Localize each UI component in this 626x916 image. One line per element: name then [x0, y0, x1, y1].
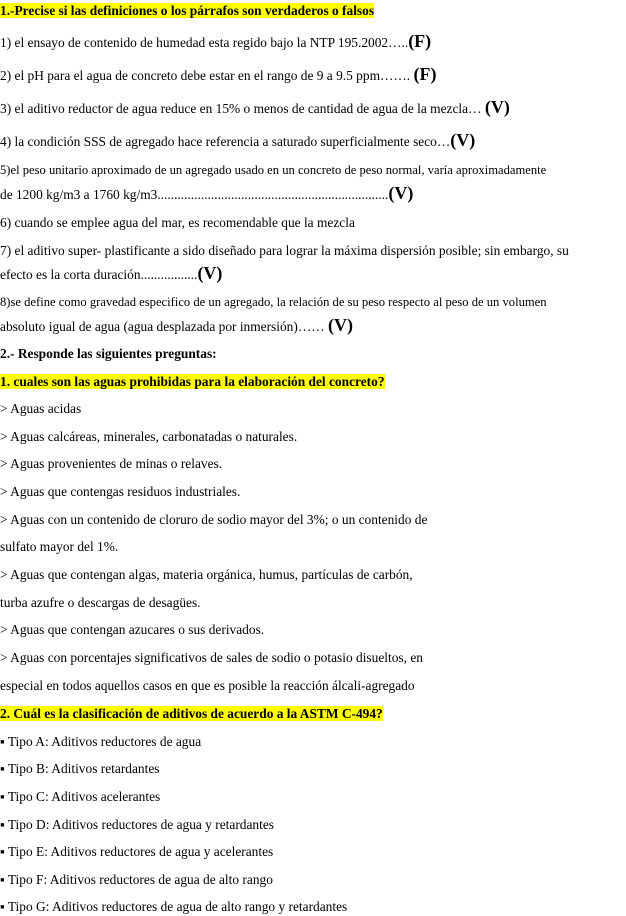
q1-line-7: > Aguas que contengan algas, materia orgánica, humus, partículas de carbón,: [0, 567, 413, 582]
statement-7-text-line1: 7) el aditivo super- plastificante a sido diseñado para lograr la máxima dispersión posible; sin embargo, su: [0, 243, 569, 258]
statement-2: [0, 65, 626, 85]
section2-title: 2.- Responde las siguientes preguntas:: [0, 346, 217, 361]
statement-3: [0, 98, 626, 118]
statement-6: [0, 214, 626, 232]
q1-line-5: > Aguas con un contenido de cloruro de sodio mayor del 3%; o un contenido de: [0, 512, 428, 527]
statement-5-line1: [0, 161, 626, 179]
statement-5-text-line2: de 1200 kg/m3 a 1760 kg/m3.....................................................................: [0, 187, 389, 202]
statement-3-answer: (V): [484, 97, 510, 117]
statement-4: [0, 131, 626, 151]
statement-1: [0, 32, 626, 52]
q2-line-4: ▪ Tipo D: Aditivos reductores de agua y retardantes: [0, 817, 274, 832]
statement-5-answer: (V): [388, 183, 414, 203]
statement-7-line2: [0, 264, 626, 284]
statement-8-line2: [0, 316, 626, 336]
statement-5-text-line1: 5)el peso unitario aproximado de un agregado usado en un concreto de peso normal, varía aproximadamente: [0, 163, 547, 177]
section1-title-line: [0, 2, 626, 20]
q1-line-11: especial en todos aquellos casos en que es posible la reacción álcali-agregado: [0, 678, 415, 693]
section1-title: 1.-Precise si las definiciones o los párrafos son verdaderos o falsos: [0, 3, 375, 18]
q1-line-9: > Aguas que contengan azucares o sus derivados.: [0, 622, 265, 637]
statement-2-answer: (F): [413, 64, 437, 84]
statement-8-text-line1: 8)se define como gravedad especifico de un agregado, la relación de su peso respecto al peso de un volumen: [0, 295, 547, 309]
question-1: 1. cuales son las aguas prohibidas para la elaboración del concreto?: [0, 374, 385, 389]
q2-line-5: ▪ Tipo E: Aditivos reductores de agua y acelerantes: [0, 844, 274, 859]
q1-line-4: > Aguas que contengas residuos industriales.: [0, 484, 241, 499]
statement-6-text: 6) cuando se emplee agua del mar, es recomendable que la mezcla: [0, 215, 355, 230]
q2-line-6: ▪ Tipo F: Aditivos reductores de agua de alto rango: [0, 872, 273, 887]
statement-1-answer: (F): [408, 31, 432, 51]
q1-line-3: > Aguas provenientes de minas o relaves.: [0, 456, 223, 471]
statement-7-line1: [0, 242, 626, 260]
q2-line-3: ▪ Tipo C: Aditivos acelerantes: [0, 789, 161, 804]
q1-line-10: > Aguas con porcentajes significativos de sales de sodio o potasio disueltos, en: [0, 650, 423, 665]
statement-8-text-line2: absoluto igual de agua (agua desplazada por inmersión)……: [0, 319, 328, 334]
q1-line-6: sulfato mayor del 1%.: [0, 539, 119, 554]
statement-7-text-line2: efecto es la corta duración.................: [0, 267, 198, 282]
statement-3-text: 3) el aditivo reductor de agua reduce en 15% o menos de cantidad de agua de la mezcla…: [0, 101, 485, 116]
statement-4-answer: (V): [450, 130, 476, 150]
q1-line-1: > Aguas acidas: [0, 401, 82, 416]
q2-line-1: ▪ Tipo A: Aditivos reductores de agua: [0, 734, 202, 749]
statement-8-answer: (V): [327, 315, 353, 335]
question-2-line: [0, 705, 626, 723]
q2-line-2: ▪ Tipo B: Aditivos retardantes: [0, 761, 160, 776]
question-2: 2. Cuál es la clasificación de aditivos de acuerdo a la ASTM C-494?: [0, 706, 383, 721]
question-1-line: [0, 373, 626, 391]
statement-7-answer: (V): [197, 263, 223, 283]
q2-line-7: ▪ Tipo G: Aditivos reductores de agua de alto rango y retardantes: [0, 899, 348, 914]
statement-8-line1: [0, 293, 626, 311]
statement-4-text: 4) la condición SSS de agregado hace referencia a saturado superficialmente seco…: [0, 134, 451, 149]
statement-5-line2: [0, 184, 626, 204]
statement-1-text: 1) el ensayo de contenido de humedad esta regido bajo la NTP 195.2002…..: [0, 35, 409, 50]
q1-line-2: > Aguas calcáreas, minerales, carbonatadas o naturales.: [0, 429, 298, 444]
q1-line-8: turba azufre o descargas de desagües.: [0, 595, 201, 610]
statement-2-text: 2) el pH para el agua de concreto debe estar en el rango de 9 a 9.5 ppm…….: [0, 68, 414, 83]
